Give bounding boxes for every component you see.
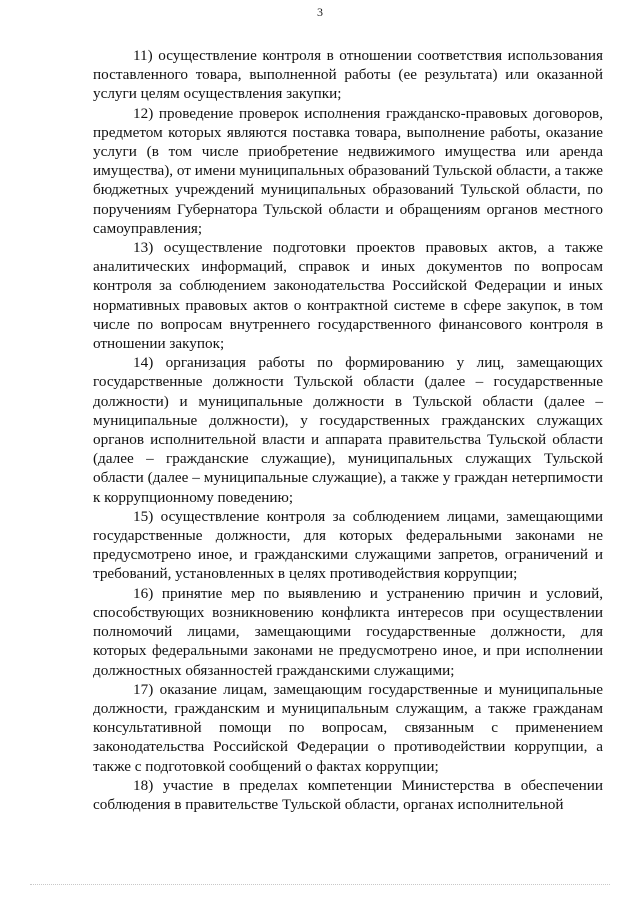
paragraph-item-13: 13) осуществление подготовки проектов правовых актов, а также аналитических информаций, справок и иных документов по вопросам контроля за соблюдением законодательства Российской Федерации и иных нормативных правовых актов о контрактной системе в сфере закупок, в том числе по вопросам внутреннего государственного финансового контроля в отношении закупок;	[93, 239, 603, 353]
paragraph-item-12: 12) проведение проверок исполнения гражданско-правовых договоров, предметом которых являются поставка товара, выполнение работы, оказание услуги (в том числе приобретение недвижимого имущества или аренда имущества), от имени муниципальных образований Тульской области, а также бюджетных учреждений муниципальных образований Тульской области, по поручениям Губернатора Тульской области и обращениям органов местного самоуправления;	[93, 104, 603, 237]
paragraph-item-15: 15) осуществление контроля за соблюдением лицами, замещающими государственные должности, для которых федеральными законами не предусмотрено иное, и гражданскими служащими запретов, ограничений и требований, установленных в целях противодействия коррупции;	[93, 507, 603, 583]
paragraph-item-18: 18) участие в пределах компетенции Министерства в обеспечении соблюдения в правительстве Тульской области, органах исполнительной	[93, 776, 603, 813]
paragraph-item-16: 16) принятие мер по выявлению и устранению причин и условий, способствующих возникновению конфликта интересов при осуществлении полномочий лицами, замещающими государственные должности, для которых федеральными законами не предусмотрено иное, и при исполнении должностных обязанностей гражданскими служащими;	[93, 584, 603, 679]
document-body	[93, 46, 603, 814]
paragraph-item-14: 14) организация работы по формированию у лиц, замещающих государственные должности Тульской области (далее – государственные должности) и муниципальные должности в Тульской области (далее – муниципальные должности), у государственных гражданских служащих органов исполнительной власти и аппарата правительства Тульской области (далее – гражданские служащие), муниципальных служащих Тульской области (далее – муниципальные служащие), а также у граждан нетерпимости к коррупционному поведению;	[93, 354, 603, 506]
scan-artifact-line	[30, 884, 610, 889]
paragraph-item-11: 11) осуществление контроля в отношении соответствия использования поставленного товара, выполненной работы (ее результата) или оказанной услуги целям осуществления закупки;	[93, 47, 603, 103]
paragraph-item-17: 17) оказание лицам, замещающим государственные и муниципальные должности, гражданским и муниципальным служащим, а также гражданам консультативной помощи по вопросам, связанным с применением законодательства Российской Федерации о противодействии коррупции, а также с подготовкой сообщений о фактах коррупции;	[93, 680, 603, 775]
page-number: 3	[317, 5, 323, 19]
